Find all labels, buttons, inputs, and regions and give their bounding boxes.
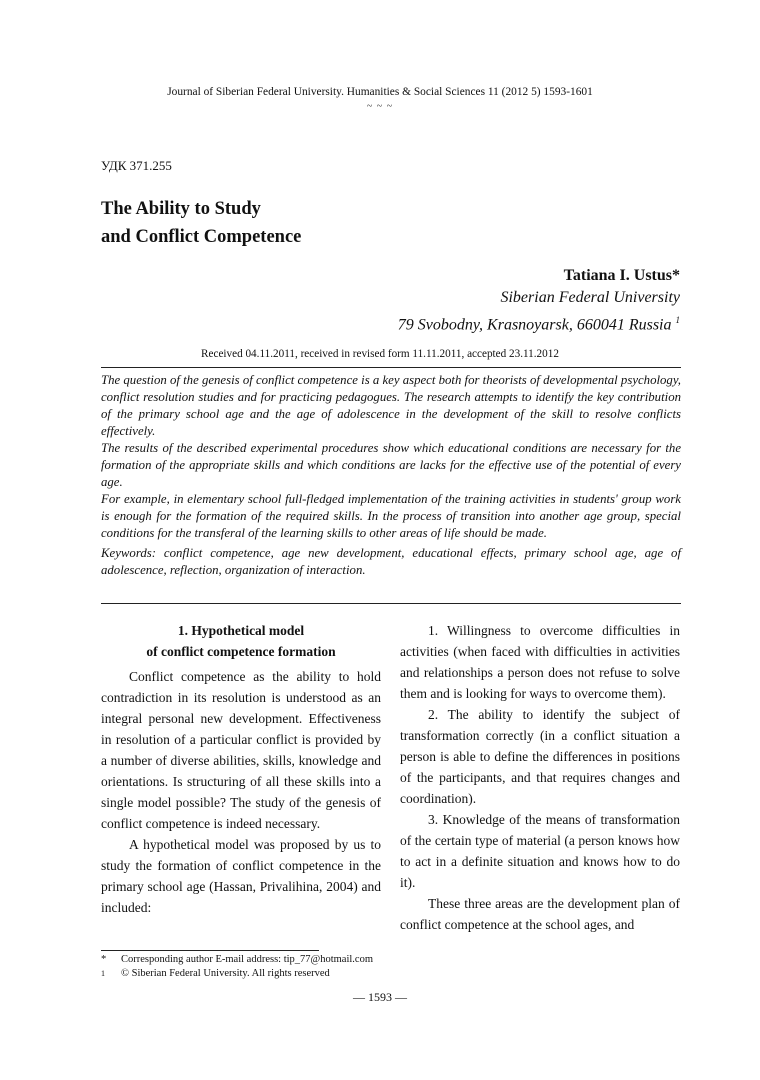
page-number: — 1593 —: [353, 990, 407, 1004]
author-name: Tatiana I. Ustus*: [563, 267, 680, 284]
abstract-paragraph-1: The question of the genesis of conflict competence is a key aspect both for theorists of developmental psychology, conflict resolution studies and for practicing pedagogues. The research attempts to identify the key contribution of the primary school age and the age of adolescence in the development of the skill to resolve conflicts effectively.: [101, 373, 681, 438]
author-affiliation: Siberian Federal University: [500, 289, 680, 306]
abstract-top-rule: [101, 367, 681, 368]
received-dates: Received 04.11.2011, received in revised form 11.11.2011, accepted 23.11.2012: [201, 348, 559, 360]
article-title: [101, 195, 301, 251]
author-address-text: 79 Svobodny, Krasnoyarsk, 660041 Russia: [397, 316, 672, 334]
list-item-3: 3. Knowledge of the means of transformation of the certain type of material (a person knows how to act in a definite situation and knows how to do it).: [400, 812, 680, 890]
footnote-text: Corresponding author E-mail address: tip_77@hotmail.com: [121, 954, 373, 965]
keywords: Keywords: conflict competence, age new development, educational effects, primary school age, age of adolescence, reflection, organization of interaction.: [101, 546, 681, 577]
footnotes: [101, 953, 373, 981]
author-address: [398, 309, 680, 336]
abstract-paragraph-2: The results of the described experimental procedures show which educational conditions are necessary for the formation of the appropriate skills and which conditions are lacks for the effective use of the potential of every age.: [101, 441, 681, 489]
section-heading: [101, 620, 381, 662]
body-paragraph: A hypothetical model was proposed by us to study the formation of conflict competence in the primary school age (Hassan, Privalihina, 2004) and included:: [101, 837, 381, 915]
left-column: [101, 620, 381, 918]
title-line-1: The Ability to Study: [101, 199, 261, 219]
abstract-paragraph-3: For example, in elementary school full-fledged implementation of the training activities in students' group work is enough for the formation of the required skills. In the process of transition into another age group, special conditions for the transferal of the learning skills to other areas of life should be made.: [101, 492, 681, 540]
footnote-rule: [101, 950, 319, 951]
list-item-1: 1. Willingness to overcome difficulties in activities (when faced with difficulties in activities and relationships a person does not refuse to solve them and is looking for ways to overcome them).: [400, 623, 680, 701]
footnote-1: [101, 953, 373, 967]
header-ornament: ~ ~ ~: [366, 101, 394, 112]
footnote-text: © Siberian Federal University. All rights reserved: [121, 968, 330, 979]
body-paragraph: These three areas are the development plan of conflict competence at the school ages, and: [400, 896, 680, 932]
body-paragraph: Conflict competence as the ability to hold contradiction in its resolution is understood as an integral personal new development. Effectiveness in resolution of a particular conflict is provided by a number of diverse abilities, skills, knowledge and orientations. Is structuring of all these skills into a single model possible? The study of the genesis of conflict competence is indeed necessary.: [101, 669, 381, 831]
address-footnote-mark: 1: [675, 315, 680, 325]
abstract: [101, 372, 681, 579]
right-column: [400, 620, 680, 935]
author-block: [398, 265, 680, 336]
udk-code: УДК 371.255: [101, 158, 172, 173]
title-line-2: and Conflict Competence: [101, 227, 302, 247]
footnote-mark: *: [101, 954, 107, 965]
list-item-2: 2. The ability to identify the subject of transformation correctly (in a conflict situation a person is able to define the differences in positions of the participants, and that requires changes and coordination).: [400, 707, 680, 806]
footnote-2: [101, 967, 373, 981]
abstract-bottom-rule: [101, 603, 681, 604]
journal-header: Journal of Siberian Federal University. Humanities & Social Sciences 11 (2012 5) 1593-1601: [167, 86, 593, 98]
section-heading-line-2: of conflict competence formation: [146, 644, 336, 659]
section-heading-line-1: 1. Hypothetical model: [177, 623, 305, 638]
footnote-mark: 1: [101, 969, 105, 978]
